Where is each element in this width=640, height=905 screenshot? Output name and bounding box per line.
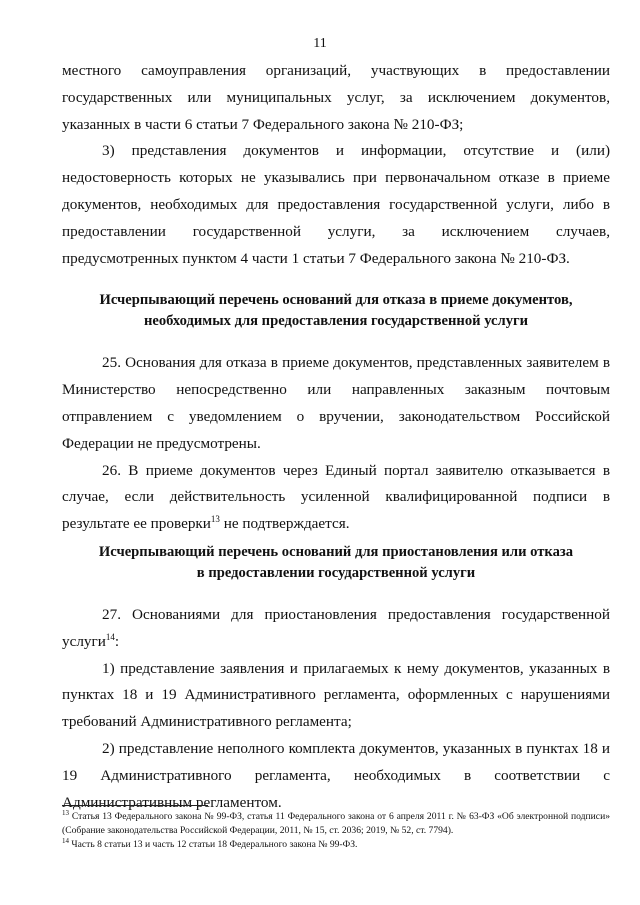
spacer [62, 584, 610, 602]
paragraph-27-item-2: 2) представление неполного комплекта документов, указанных в пунктах 18 и 19 Административного регламента, необходимых в соответствии с Административным регламентом. [62, 739, 610, 811]
paragraph-26 [62, 458, 610, 538]
spacer [62, 272, 610, 290]
section-heading-refusal [62, 290, 610, 332]
page-number: 11 [313, 36, 327, 51]
paragraph-27-item-1: 1) представление заявления и прилагаемых к нему документов, указанных в пунктах 18 и 19 Административного регламента, оформленных с нарушениями требований Административного регламента; [62, 659, 610, 731]
footnotes [62, 810, 610, 852]
footnote-ref-14: 14 [105, 631, 115, 642]
section-heading-refusal-line1: Исчерпывающий перечень оснований для отказа в приеме документов, [99, 292, 573, 309]
paragraph-27-text: 27. Основаниями для приостановления предоставления государственной услуги [62, 605, 610, 650]
footnote-13-mark: 13 [62, 808, 69, 817]
paragraph-27 [62, 602, 610, 656]
footnote-divider [62, 805, 208, 806]
footnote-14-mark: 14 [62, 836, 69, 845]
section-heading-suspension-line2: в предоставлении государственной услуги [196, 564, 476, 581]
paragraph-25: 25. Основания для отказа в приеме документов, представленных заявителем в Министерство непосредственно или направленных заказным почтовым отправлением с уведомлением о вручении, законодательством Российской Федерации не предусмотрены. [62, 354, 610, 452]
footnote-13-text: Статья 13 Федерального закона № 99-ФЗ, статья 11 Федерального закона от 6 апреля 2011 г. № 63-ФЗ «Об электронной подписи» (Собрание законодательства Российской Федерации, 2011, № 15, ст. 2036; 2019, № 52, ст. 7794). [62, 811, 610, 836]
footnote-13 [62, 810, 610, 838]
section-heading-suspension [62, 542, 610, 584]
paragraph-26-tail: не подтверждается. [219, 515, 350, 533]
paragraph-continuation: местного самоуправления организаций, участвующих в предоставлении государственных или муниципальных услуг, за исключением документов, указанных в части 6 статьи 7 Федерального закона № 210-ФЗ; [62, 62, 610, 133]
spacer [62, 332, 610, 350]
footnote-14 [62, 838, 610, 852]
page-body [62, 58, 610, 816]
section-heading-suspension-line1: Исчерпывающий перечень оснований для приостановления или отказа [98, 543, 574, 560]
footnote-14-text: Часть 8 статьи 13 и часть 12 статьи 18 Федерального закона № 99-ФЗ. [69, 839, 358, 850]
paragraph-26-text: 26. В приеме документов через Единый портал заявителю отказывается в случае, если действительность усиленной квалифицированной подписи в результате ее проверки [62, 461, 610, 533]
section-heading-refusal-line2: необходимых для предоставления государственной услуги [143, 313, 529, 330]
paragraph-item-3: 3) представления документов и информации, отсутствие и (или) недостоверность которых не указывались при первоначальном отказе в приеме документов, необходимых для предоставления государственной услуги, либо в предоставлении государственной услуги, за исключением случаев, предусмотренных пунктом 4 части 1 статьи 7 Федерального закона № 210-ФЗ. [62, 142, 610, 267]
footnote-ref-13: 13 [210, 514, 220, 525]
paragraph-27-tail: : [114, 632, 120, 650]
